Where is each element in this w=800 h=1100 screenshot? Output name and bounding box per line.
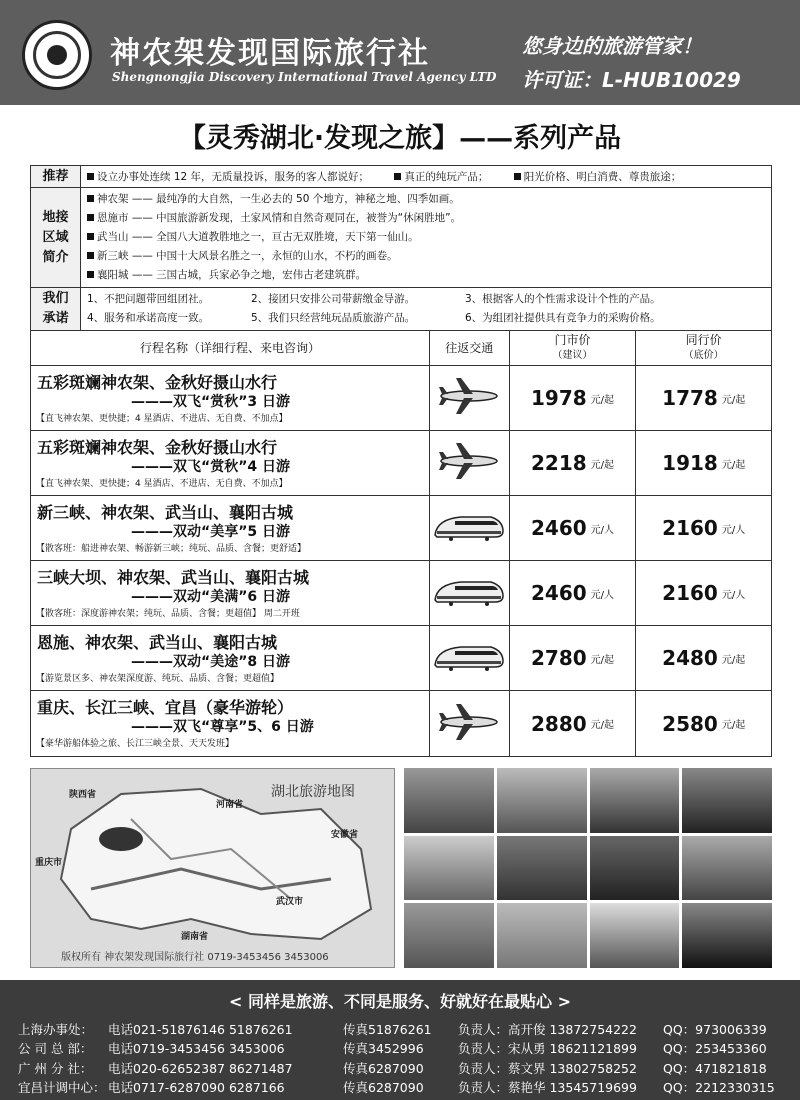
office-name: 公 司 总 部： [18,1041,93,1057]
photo-performance [682,903,772,968]
recommend-row [31,166,771,188]
route-note: 【游览景区多、神农架深度游、纯玩、品质、含餐；更超值】 [36,674,280,684]
plane-icon [438,377,500,419]
destination-item: 恩施市 —— 中国旅游新发现，土家风情和自然奇观同在，被誉为“休闲胜地”。 [97,212,462,224]
company-name-en: Shengnongjia Discovery International Travel Agency LTD [112,70,497,84]
office-fax: 传真51876261 [343,1021,432,1037]
office-fax: 传真6287090 [343,1060,424,1076]
promise-item: 3、根据客人的个性需求设计个性的产品。 [465,293,661,305]
recommend-item: 真正的纯玩产品； [404,171,489,183]
destinations-label: 地接区域简介 [31,188,81,287]
photo-forest [590,836,680,901]
table-row [31,366,771,431]
company-logo [22,20,92,90]
route-subtitle: ———双飞“尊享”5、6 日游 [131,719,314,735]
retail-price: 2218 [531,451,587,475]
photo-temple [497,768,587,833]
office-tel: 电话020-62652387 86271487 [108,1060,293,1076]
route-note: 【直飞神农架、更快捷；4 星酒店、不进店、无自费、不加点】 [36,414,288,424]
retail-price: 1978 [531,386,587,410]
promises-label: 我们承诺 [31,288,81,330]
office-name: 上海办事处： [18,1021,94,1037]
photo-boat [404,903,494,968]
header-route: 行程名称（详细行程、来电咨询） [139,340,320,355]
office-tel: 电话021-51876146 51876261 [108,1021,293,1037]
promise-item: 4、服务和承诺高度一致。 [87,312,210,324]
table-row [31,561,771,626]
table-row [31,496,771,561]
office-qq: QQ：471821818 [663,1060,767,1076]
office-person: 负责人：宋从勇 18621121899 [458,1041,637,1057]
photo-trees [497,903,587,968]
office-fax: 传真6287090 [343,1080,424,1096]
route-title: 五彩斑斓神农架、金秋好摄山水行 [37,373,278,392]
header-trade-sub: （底价） [683,350,724,361]
office-name: 宜昌计调中心： [18,1080,106,1096]
trade-price: 1778 [662,386,718,410]
trade-price: 2160 [662,581,718,605]
plane-icon [438,703,500,745]
map-label: 武汉市 [276,897,304,907]
trade-unit: 元/人 [721,589,746,601]
header-retail: 门市价 [554,333,591,347]
office-person: 负责人：蔡文界 13802758252 [458,1060,637,1076]
contact-row [18,1058,788,1078]
trade-unit: 元/人 [721,524,746,536]
photo-monkey [497,836,587,901]
header-trade: 同行价 [685,333,722,347]
destination-item: 新三峡 —— 中国十大风景名胜之一，永恒的山水，不朽的画卷。 [97,250,398,262]
trade-unit: 元/起 [721,720,746,731]
products-table [30,330,772,757]
header-transport: 往返交通 [445,340,494,355]
route-note: 【直飞神农架、更快捷；4 星酒店、不进店、无自费、不加点】 [36,479,288,489]
map-label: 河南省 [216,800,244,810]
trade-price: 2480 [662,646,718,670]
retail-unit: 元/起 [590,459,615,471]
page-title: 【灵秀湖北·发现之旅】——系列产品 [178,123,622,154]
route-subtitle: ———双动“美享”5 日游 [131,524,291,540]
table-row [31,626,771,691]
train-icon [433,509,505,547]
train-icon [433,639,505,677]
table-header [31,331,771,366]
promise-item: 5、我们只经营纯玩品质旅游产品。 [251,312,416,324]
promise-item: 6、为组团社提供具有竞争力的采购价格。 [465,312,661,324]
route-note: 【散客班：船进神农架、畅游新三峡；纯玩、品质、含餐；更舒适】 [36,544,307,554]
photo-gorge [682,768,772,833]
retail-price: 2460 [531,516,587,540]
office-qq: QQ：2212330315 [663,1080,775,1096]
footer-slogan: < 同样是旅游、不同是服务、好就好在最贴心 > [229,992,571,1011]
info-table [30,165,772,331]
promise-item: 1、不把问题带回组团社。 [87,293,210,305]
retail-price: 2460 [531,581,587,605]
retail-unit: 元/人 [590,524,615,536]
map-label: 陕西省 [69,790,97,800]
retail-unit: 元/起 [590,654,615,666]
office-name: 广 州 分 社： [18,1060,93,1076]
recommend-item: 阳光价格、明白消费、尊贵旅途； [523,171,682,183]
header-retail-sub: （建议） [552,350,593,361]
office-fax: 传真3452996 [343,1041,424,1057]
map-label: 安徽省 [331,830,359,840]
route-note: 【散客班：深度游神农架；纯玩、品质、含餐；更超值】 周二开班 [36,609,300,619]
photo-river [404,836,494,901]
map-title: 湖北旅游地图 [271,784,355,800]
recommend-label: 推荐 [31,166,81,187]
photo-cliffs [682,836,772,901]
hubei-map [30,768,395,968]
destination-item: 襄阳城 —— 三国古城，兵家必争之地，宏伟古老建筑群。 [97,269,367,281]
train-icon [433,574,505,612]
header-banner [0,0,800,105]
route-title: 重庆、长江三峡、宜昌（豪华游轮） [37,698,294,717]
trade-unit: 元/起 [721,459,746,471]
contact-row [18,1019,788,1039]
contact-row [18,1039,788,1059]
contact-row [18,1078,788,1098]
trade-price: 2160 [662,516,718,540]
route-note: 【豪华游船体验之旅、长江三峡全景、天天发班】 [36,739,235,749]
promise-item: 2、接团只安排公司带薪缴金导游。 [251,293,416,305]
retail-unit: 元/人 [590,589,615,601]
office-qq: QQ：253453360 [663,1041,767,1057]
map-label: 湖南省 [181,932,209,942]
header-slogan: 您身边的旅游管家！ [522,34,702,58]
trade-unit: 元/起 [721,394,746,406]
retail-price: 2780 [531,646,587,670]
plane-icon [438,442,500,484]
retail-price: 2880 [531,711,587,736]
map-footer: 版权所有 神农架发现国际旅行社 0719-3453456 3453006 [61,952,329,963]
map-label: 重庆市 [35,858,63,868]
trade-price: 1918 [662,451,718,475]
table-row [31,691,771,756]
route-subtitle: ———双动“美满”6 日游 [131,589,291,605]
scenery-photos [404,768,772,968]
retail-unit: 元/起 [590,394,615,406]
route-subtitle: ———双动“美途”8 日游 [131,654,291,670]
route-title: 新三峡、神农架、武当山、襄阳古城 [37,503,294,522]
office-person: 负责人：高开俊 13872754222 [458,1021,637,1037]
trade-price: 2580 [662,711,718,736]
route-subtitle: ———双飞“赏秋”3 日游 [131,394,291,410]
destination-item: 神农架 —— 最纯净的大自然，一生必去的 50 个地方，神秘之地、四季如画。 [97,193,460,205]
photo-peaks [590,768,680,833]
license-number: 许可证：L-HUB10029 [522,68,741,92]
company-name-cn: 神农架发现国际旅行社 [110,36,430,71]
retail-unit: 元/起 [590,720,615,731]
promises-row [31,288,771,330]
footer-contacts [0,980,800,1100]
route-title: 三峡大坝、神农架、武当山、襄阳古城 [37,568,310,587]
office-person: 负责人：蔡艳华 13545719699 [458,1080,637,1096]
table-row [31,431,771,496]
photo-mountains [404,768,494,833]
route-subtitle: ———双飞“赏秋”4 日游 [131,459,291,475]
destinations-row [31,188,771,288]
trade-unit: 元/起 [721,654,746,666]
route-title: 五彩斑斓神农架、金秋好摄山水行 [37,438,278,457]
recommend-item: 设立办事处连续 12 年，无质量投诉，服务的客人都说好； [97,171,370,183]
route-title: 恩施、神农架、武当山、襄阳古城 [37,633,278,652]
office-tel: 电话0717-6287090 6287166 [108,1080,285,1096]
destination-item: 武当山 —— 全国八大道教胜地之一，亘古无双胜境，天下第一仙山。 [97,231,419,243]
photo-cruise [590,903,680,968]
office-qq: QQ：973006339 [663,1021,767,1037]
office-tel: 电话0719-3453456 3453006 [108,1041,285,1057]
